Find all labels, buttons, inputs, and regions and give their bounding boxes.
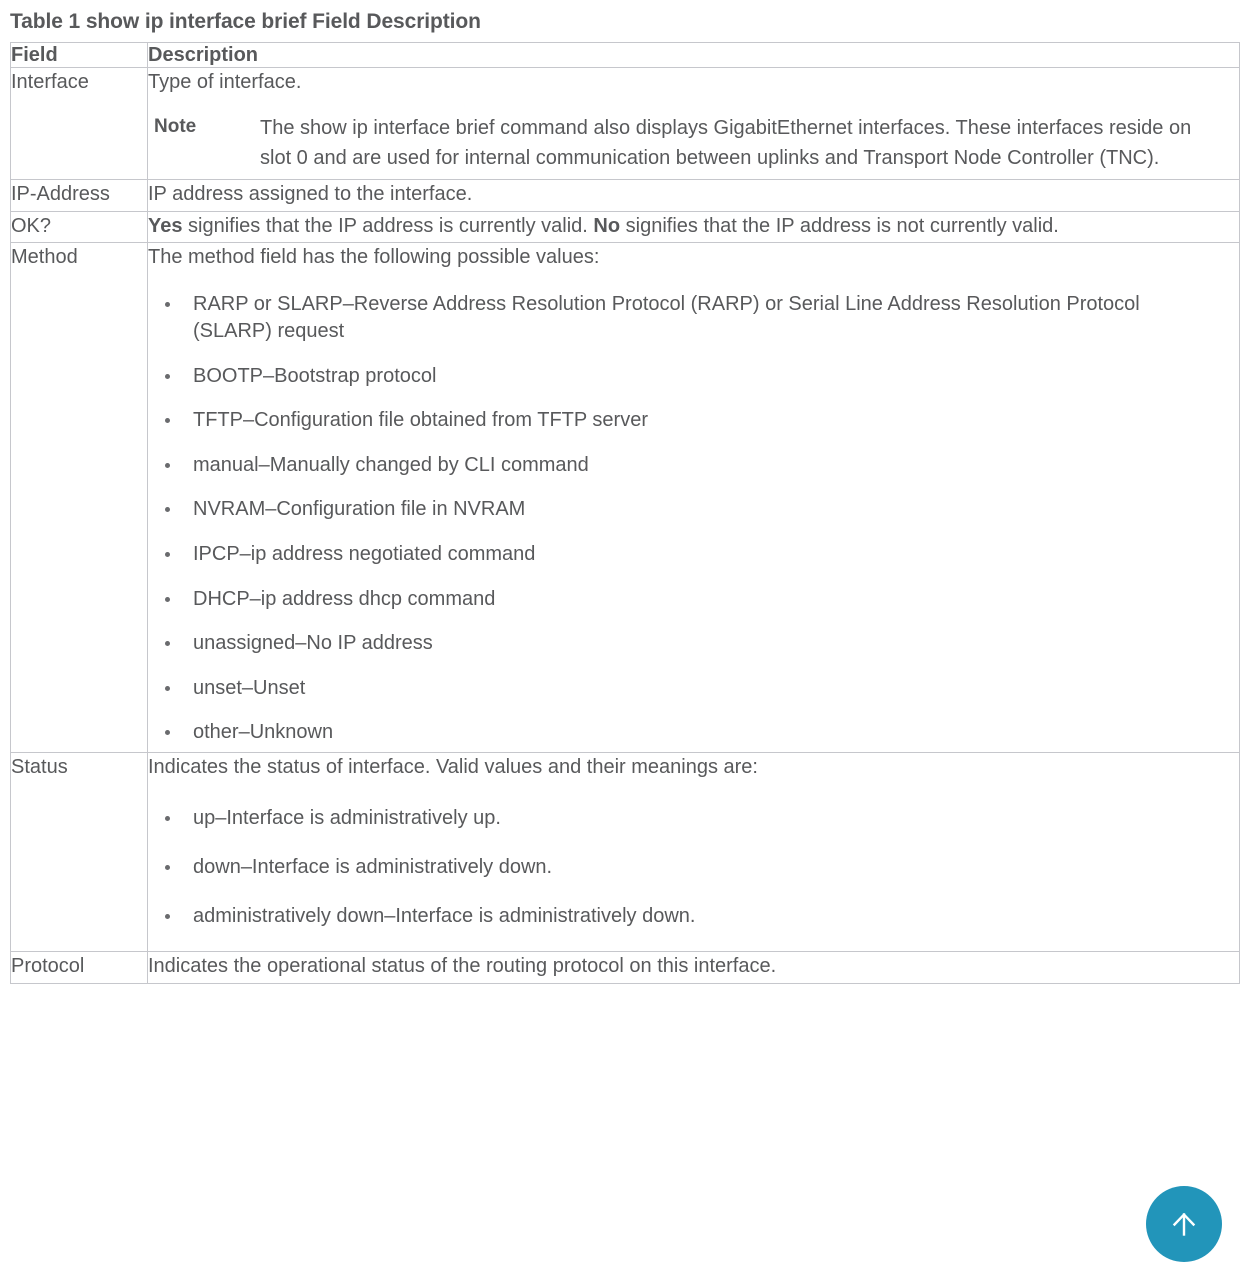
column-header-description: Description: [148, 43, 1240, 68]
list-item: [148, 675, 1239, 702]
bullet-dot-icon: [165, 641, 170, 646]
table-row: [11, 952, 1240, 983]
list-item-label: unassigned–No IP address: [193, 632, 433, 655]
bullet-dot-icon: [165, 686, 170, 691]
method-values-list: [148, 291, 1239, 746]
list-item-label: other–Unknown: [193, 721, 334, 744]
bullet-dot-icon: [165, 507, 170, 512]
list-item: [148, 630, 1239, 657]
note-label: Note: [154, 115, 197, 137]
description-text: Indicates the operational status of the routing protocol on this interface.: [148, 955, 777, 978]
list-item-label: up–Interface is administratively up.: [193, 807, 501, 830]
ok-no-term: No: [593, 214, 621, 237]
description-ok: [148, 211, 1240, 242]
field-name-ok: OK?: [11, 211, 148, 242]
description-text: IP address assigned to the interface.: [148, 183, 473, 206]
description-text: Indicates the status of interface. Valid values and their meanings are:: [148, 756, 758, 779]
note-text: The show ip interface brief command also displays GigabitEthernet interfaces. These interfaces reside on slot 0 and are used for internal communication between uplinks and Transport Node Controller (TNC).: [260, 116, 1192, 169]
list-item: [148, 854, 1239, 881]
bullet-dot-icon: [165, 302, 170, 307]
list-item: [148, 407, 1239, 434]
list-item-label: RARP or SLARP–Reverse Address Resolution Protocol (RARP) or Serial Line Address Resolution Protocol (SLARP) request: [193, 293, 1140, 343]
description-text: Type of interface.: [148, 71, 302, 94]
table-caption: Table 1 show ip interface brief Field Description: [10, 10, 481, 33]
bullet-dot-icon: [165, 374, 170, 379]
bullet-dot-icon: [165, 816, 170, 821]
list-item: [148, 291, 1239, 344]
list-item: [148, 586, 1239, 613]
bullet-dot-icon: [165, 552, 170, 557]
column-header-field: Field: [11, 43, 148, 68]
list-item-label: unset–Unset: [193, 676, 306, 699]
description-interface: [148, 68, 1240, 180]
status-values-list: [148, 805, 1239, 929]
bullet-dot-icon: [165, 463, 170, 468]
arrow-up-icon: [1164, 1204, 1204, 1244]
back-to-top-button[interactable]: [1146, 1186, 1222, 1262]
table-row: [11, 180, 1240, 211]
table-row: [11, 243, 1240, 753]
list-item-label: manual–Manually changed by CLI command: [193, 453, 589, 476]
list-item: [148, 363, 1239, 390]
field-description-table: [10, 42, 1240, 983]
list-item-label: BOOTP–Bootstrap protocol: [193, 364, 437, 387]
bullet-dot-icon: [165, 418, 170, 423]
list-item-label: TFTP–Configuration file obtained from TFTP server: [193, 409, 648, 432]
list-item: [148, 719, 1239, 746]
field-name-status: Status: [11, 753, 148, 952]
bullet-dot-icon: [165, 865, 170, 870]
bullet-dot-icon: [165, 730, 170, 735]
bullet-dot-icon: [165, 914, 170, 919]
table-row: [11, 68, 1240, 180]
bullet-dot-icon: [165, 597, 170, 602]
description-protocol: [148, 952, 1240, 983]
list-item-label: NVRAM–Configuration file in NVRAM: [193, 498, 526, 521]
ok-text-2: signifies that the IP address is not currently valid.: [620, 214, 1059, 237]
description-text: [148, 212, 1239, 242]
field-name-protocol: Protocol: [11, 952, 148, 983]
list-item-label: IPCP–ip address negotiated command: [193, 543, 536, 566]
ok-yes-term: Yes: [148, 214, 183, 237]
description-ip-address: [148, 180, 1240, 211]
table-row: [11, 753, 1240, 952]
field-name-ip-address: IP-Address: [11, 180, 148, 211]
description-method: [148, 243, 1240, 753]
description-text: The method field has the following possible values:: [148, 246, 600, 269]
list-item: [148, 452, 1239, 479]
list-item: [148, 903, 1239, 930]
table-header-row: [11, 43, 1240, 68]
list-item: [148, 496, 1239, 523]
note-callout: [148, 113, 1239, 174]
field-name-interface: Interface: [11, 68, 148, 180]
table-row: [11, 211, 1240, 242]
list-item-label: administratively down–Interface is administratively down.: [193, 904, 696, 927]
list-item-label: DHCP–ip address dhcp command: [193, 587, 496, 610]
field-name-method: Method: [11, 243, 148, 753]
list-item-label: down–Interface is administratively down.: [193, 856, 553, 878]
list-item: [148, 805, 1239, 832]
description-status: [148, 753, 1240, 952]
list-item: [148, 541, 1239, 568]
ok-text-1: signifies that the IP address is currently valid.: [182, 214, 594, 237]
